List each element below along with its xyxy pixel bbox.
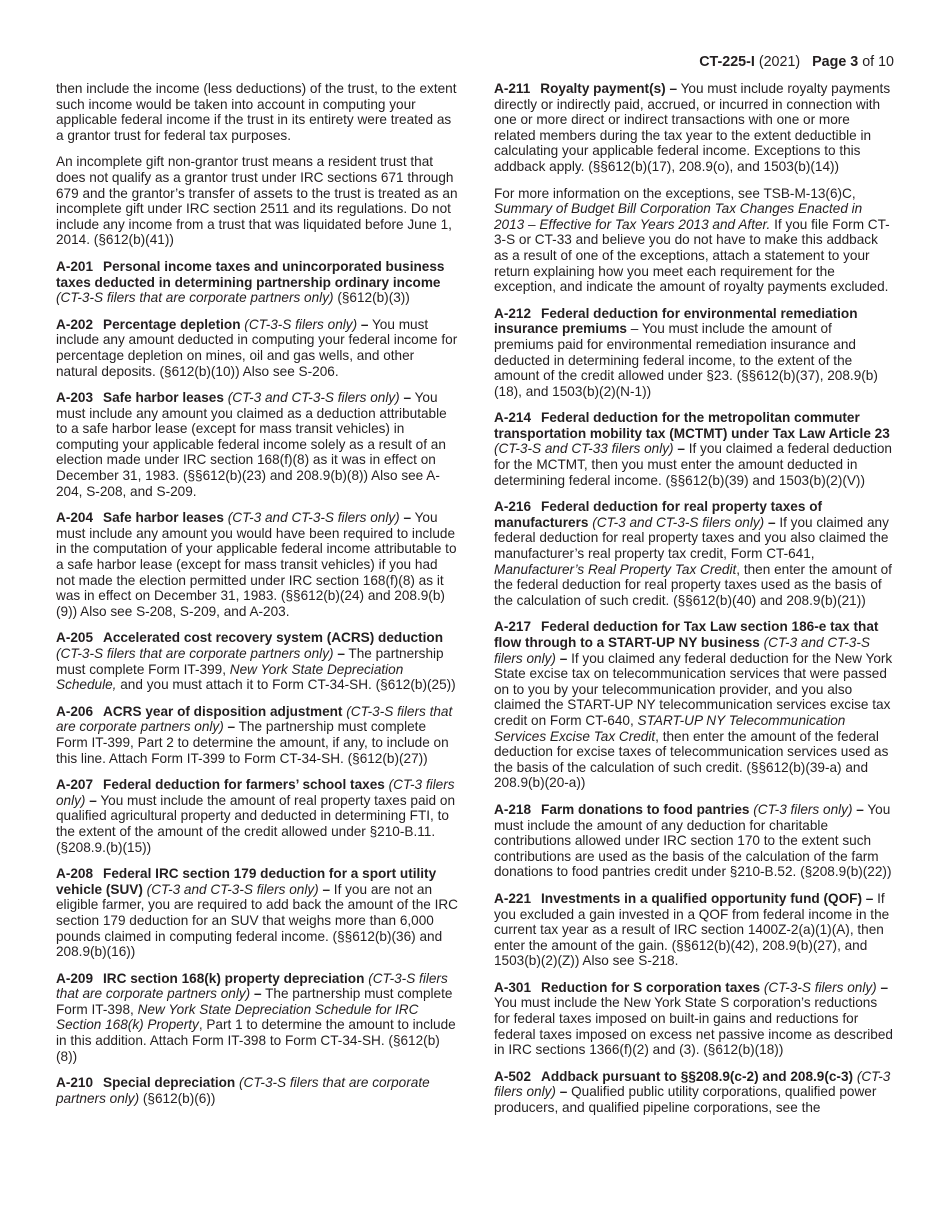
item-a301: A-301 Reduction for S corporation taxes (CT-3-S filers only) – You must include the New York State S corporation’s reductions for federal taxes imposed on built-in gains and reductions for federal taxes imposed on excess net passive income as described in IRC sections 1366(f)(2) and (3). (§612(b)(18)) bbox=[494, 979, 893, 1058]
item-a201 bbox=[56, 259, 458, 306]
item-title: Personal income taxes and unincorporated business taxes deducted in determining partnership ordinary income bbox=[56, 258, 445, 290]
item-a502: A-502 Addback pursuant to §§208.9(c-2) and 208.9(c-3) (CT-3 filers only) – Qualified public utility corporations, qualified power producers, and qualified pipeline corporations, see the bbox=[494, 1068, 891, 1116]
form-year: (2021) bbox=[758, 54, 801, 70]
left-column bbox=[56, 81, 458, 1117]
item-a216: A-216 Federal deduction for real property taxes of manufacturers (CT-3 and CT-3-S filers only) – If you claimed any federal deduction for real property taxes and you also claimed the manufacturer’s real property tax credit, Form CT-641, Manufacturer’s Real Property Tax Credit, then enter the amount of the federal deduction for real property taxes used as the basis of the calculation of such credit. (§§612(b)(40) and 208.9(b)(21)) bbox=[494, 499, 892, 608]
right-column bbox=[494, 81, 894, 1127]
item-a202: A-202 Percentage depletion (CT-3-S filers only) – You must include any amount deducted in computing your federal income for percentage depletion on mines, oil and gas wells, and other natural deposits. (§612(b)(10)) Also see S-206. bbox=[56, 316, 458, 379]
item-a206: A-206 ACRS year of disposition adjustment (CT-3-S filers that are corporate partners only) – The partnership must complete Form IT-399, Part 2 to determine the amount, if any, to include on this line. Attach Form IT-399 to Form CT-34-SH. (§612(b)(27)) bbox=[56, 703, 453, 766]
item-body: (§612(b)(3)) bbox=[337, 290, 410, 306]
page-number: 3 bbox=[850, 54, 859, 70]
item-qualifier: (CT-3-S filers that are corporate partners only) bbox=[56, 290, 334, 306]
page-label: Page bbox=[812, 54, 847, 70]
form-number: CT-225-I bbox=[699, 54, 755, 70]
item-a212: A-212 Federal deduction for environmental remediation insurance premiums – You must include the amount of premiums paid for environmental remediation insurance and deducted in determining federal income, to the extent of the amount of the credit allowed under §23. (§§612(b)(37), 208.9(b)(18), and 1503(b)(2)(N-1)) bbox=[494, 305, 878, 399]
item-a221: A-221 Investments in a qualified opportunity fund (QOF) – If you excluded a gain invested in a QOF from federal income in the current tax year as a result of IRC section 1400Z-2(a)(1)(A), then enter the amount of the gain. (§§612(b)(42), 208.9(b)(27), and 1503(b)(2)(Z)) Also see S-218. bbox=[494, 890, 890, 969]
item-code: A-201 bbox=[56, 258, 94, 274]
item-a217: A-217 Federal deduction for Tax Law section 186-e tax that flow through to a START-UP NY business (CT-3 and CT-3-S filers only) – If you claimed any federal deduction for the New York State excise tax on telecommunication services that were passed on to you by your telecommunication provider, and you also claimed the START-UP NY telecommunication services excise tax credit on Form CT-640, START-UP NY Telecommunication Services Excise Tax Credit, then enter the amount of the federal deduction for excise taxes of telecommunication services used as the basis of the calculation of such credit. (§§612(b)(39-a) and 208.9(b)(20-a)) bbox=[494, 619, 893, 791]
item-a203: A-203 Safe harbor leases (CT-3 and CT-3-S filers only) – You must include any amount you claimed as a deduction attributable to a safe harbor lease (except for mass transit vehicles) in computing your applicable federal income solely as a result of an election made under IRC section 168(f)(8) as it was in effect on December 31, 1983. (§§612(b)(23) and 208.9(b)(8)) Also see A-204, S-208, and S-209. bbox=[56, 390, 447, 499]
item-a211: A-211 Royalty payment(s) – You must include royalty payments directly or indirectly paid, accrued, or incurred in connection with one or more direct or indirect transactions with one or more related members during the tax year to the extent deductible in calculating your applicable federal income. Exceptions to this addback apply. (§§612(b)(17), 208.9(o), and 1503(b)(14)) bbox=[494, 81, 891, 174]
paragraph-grantor-trust: then include the income (less deductions) of the trust, to the extent such income would be taken into account in computing your applicable federal income if the trust in its entirety were treated as a grantor trust for federal tax purposes. bbox=[56, 81, 457, 143]
paragraph-incomplete-gift: An incomplete gift non-grantor trust means a resident trust that does not qualify as a grantor trust under IRC sections 671 through 679 and the grantor’s transfer of assets to the trust is treated as an incomplete gift under IRC section 2511 and its regulations. Do not include any income from a trust that was liquidated before June 1, 2014. (§612(b)(41)) bbox=[56, 154, 458, 248]
page-total: of 10 bbox=[862, 54, 894, 70]
item-a210: A-210 Special depreciation (CT-3-S filers that are corporate partners only) (§612(b)(6)) bbox=[56, 1075, 430, 1106]
item-a204: A-204 Safe harbor leases (CT-3 and CT-3-S filers only) – You must include any amount you would have been required to include in the computation of your applicable federal income attributable to a safe harbor lease (except for mass transit vehicles) if you had not made the election permitted under IRC section 168(f)(8) as it was in effect on December 31, 1983. (§§612(b)(24) and 208.9(b)(9)) Also see S-208, S-209, and A-203. bbox=[56, 510, 457, 619]
item-a209: A-209 IRC section 168(k) property depreciation (CT-3-S filers that are corporate partners only) – The partnership must complete Form IT-398, New York State Depreciation Schedule for IRC Section 168(k) Property, Part 1 to determine the amount to include in this addition. Attach Form IT-398 to Form CT-34-SH. (§612(b)(8)) bbox=[56, 970, 456, 1064]
item-a208: A-208 Federal IRC section 179 deduction for a sport utility vehicle (SUV) (CT-3 and CT-3-S filers only) – If you are not an eligible farmer, you are required to add back the amount of the IRC section 179 deduction for an SUV that weighs more than 6,000 pounds claimed in computing federal income. (§§612(b)(36) and 208.9(b)(16)) bbox=[56, 866, 458, 960]
item-a205: A-205 Accelerated cost recovery system (ACRS) deduction (CT-3-S filers that are corporate partners only) – The partnership must complete Form IT-399, New York State Depreciation Schedule, and you must attach it to Form CT-34-SH. (§612(b)(25)) bbox=[56, 630, 456, 693]
item-a207: A-207 Federal deduction for farmers’ school taxes (CT-3 filers only) – You must include the amount of real property taxes paid on qualified agricultural property and deducted in determining FTI, to the extent of the amount of the credit allowed under §210-B.11. (§208.9.(b)(15)) bbox=[56, 777, 456, 855]
item-a218: A-218 Farm donations to food pantries (CT-3 filers only) – You must include the amount of any deduction for charitable contributions allowed under IRC section 170 to the extent such contributions are used as the basis of the calculation of the farm donations to food pantries credit under §210-B.52. (§208.9(b)(22)) bbox=[494, 801, 892, 880]
page-header bbox=[699, 53, 894, 71]
item-a214: A-214 Federal deduction for the metropolitan commuter transportation mobility tax (MCTMT) under Tax Law Article 23 (CT-3-S and CT-33 filers only) – If you claimed a federal deduction for the MCTMT, then you must enter the amount deducted in determining federal income. (§§612(b)(39) and 1503(b)(2)(V)) bbox=[494, 410, 892, 488]
paragraph-royalty-exceptions: For more information on the exceptions, see TSB-M-13(6)C, Summary of Budget Bill Corporation Tax Changes Enacted in 2013 – Effective for Tax Years 2013 and After. If you file Form CT-3-S or CT-33 and believe you do not have to make this addback as a result of one of the exceptions, attach a statement to your return explaining how you meet each requirement for the exception, and indicate the amount of royalty payments excluded. bbox=[494, 185, 890, 295]
